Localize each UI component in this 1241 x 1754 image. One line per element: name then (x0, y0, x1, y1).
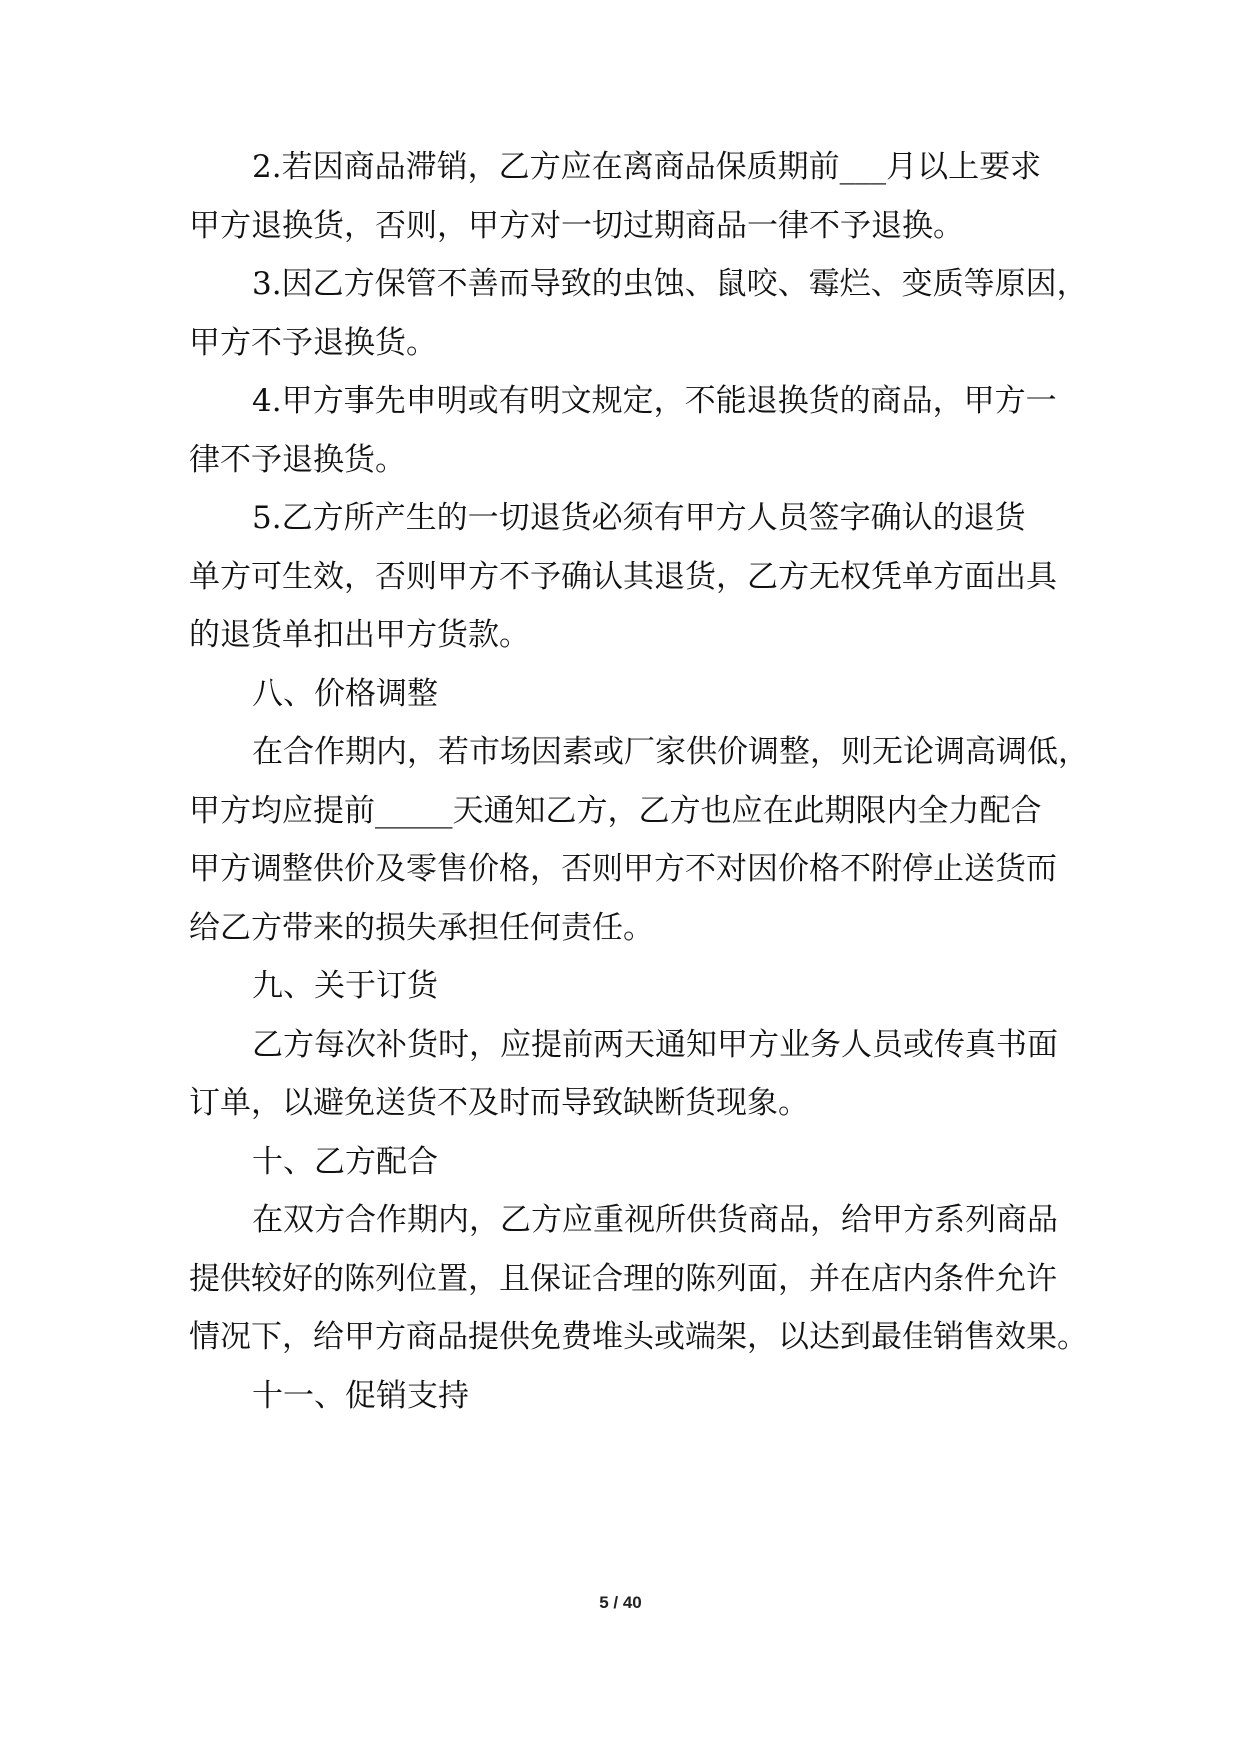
paragraph-line-first: 在双方合作期内，乙方应重视所供货商品，给甲方系列商品 (252, 1202, 1058, 1238)
paragraph-line-first: 在合作期内，若市场因素或厂家供价调整，则无论调高调低， (252, 734, 1089, 770)
paragraph-line: 的退货单扣出甲方货款。 (189, 617, 530, 653)
paragraph-line: 提供较好的陈列位置，且保证合理的陈列面，并在店内条件允许 (189, 1260, 1057, 1297)
paragraph-line: 甲方均应提前_____天通知乙方，乙方也应在此期限内全力配合 (189, 792, 1042, 829)
paragraph-line-first: 3.因乙方保管不善而导致的虫蚀、鼠咬、霉烂、变质等原因， (252, 266, 1088, 302)
paragraph-line: 订单，以避免送货不及时而导致缺断货现象。 (189, 1085, 809, 1121)
paragraph-line-first: 4.甲方事先申明或有明文规定，不能退换货的商品，甲方一 (252, 383, 1057, 419)
paragraph-line-first: 乙方每次补货时，应提前两天通知甲方业务人员或传真书面 (252, 1026, 1058, 1063)
paragraph-line-first: 九、关于订货 (252, 968, 438, 1004)
page-number: 5 / 40 (599, 1593, 642, 1612)
paragraph-line: 单方可生效，否则甲方不予确认其退货，乙方无权凭单方面出具 (189, 558, 1057, 595)
paragraph-line-first: 十一、促销支持 (252, 1377, 469, 1414)
paragraph-line: 甲方退换货，否则，甲方对一切过期商品一律不予退换。 (189, 207, 964, 244)
paragraph-line: 甲方不予退换货。 (189, 324, 437, 361)
paragraph-line-first: 2.若因商品滞销，乙方应在离商品保质期前___月以上要求 (252, 149, 1042, 185)
paragraph-line: 律不予退换货。 (189, 441, 406, 478)
paragraph-line: 给乙方带来的损失承担任何责任。 (189, 909, 654, 946)
paragraph-line-first: 5.乙方所产生的一切退货必须有甲方人员签字确认的退货 (252, 500, 1026, 536)
paragraph-line: 情况下，给甲方商品提供免费堆头或端架，以达到最佳销售效果。 (189, 1319, 1088, 1355)
paragraph-line: 甲方调整供价及零售价格，否则甲方不对因价格不附停止送货而 (189, 851, 1057, 887)
paragraph-line-first: 八、价格调整 (252, 675, 438, 712)
paragraph-line-first: 十、乙方配合 (252, 1143, 438, 1180)
